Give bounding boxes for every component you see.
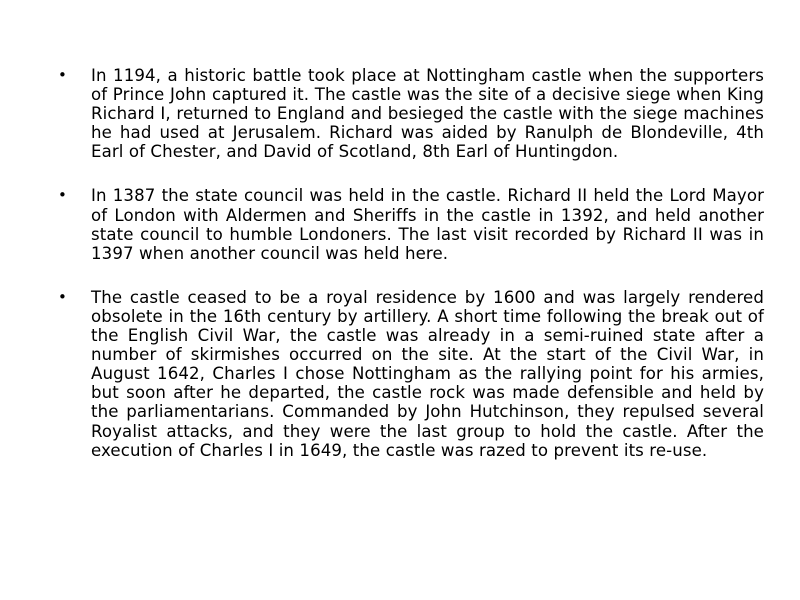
bullet-icon: • (58, 66, 67, 84)
bullet-text: The castle ceased to be a royal residence by 1600 and was largely rendered obsolete in the 16th century by artillery. A short time following the break out of the English Civil War, the castle was already in a semi-ruined state after a number of skirmishes occurred on the site. At the start of the Civil War, in August 1642, Charles I chose Nottingham as the rallying point for his armies, but soon after he departed, the castle rock was made defensible and held by the parliamentarians. Commanded by John Hutchinson, they repulsed several Royalist attacks, and they were the last group to hold the castle. After the execution of Charles I in 1649, the castle was razed to prevent its re-use. (91, 287, 764, 460)
bullet-icon: • (58, 287, 67, 306)
bullet-item-1387-council (58, 186, 764, 262)
bullet-icon: • (58, 186, 67, 205)
bullet-item-1194-battle (58, 66, 764, 161)
bullet-text: In 1194, a historic battle took place at Nottingham castle when the supporters of Prince John captured it. The castle was the site of a decisive siege when King Richard I, returned to England and besieged the castle with the siege machines he had used at Jerusalem. Richard was aided by Ranulph de Blondeville, 4th Earl of Chester, and David of Scotland, 8th Earl of Huntingdon. (91, 66, 764, 162)
bullet-list (58, 66, 764, 460)
bullet-text: In 1387 the state council was held in the castle. Richard II held the Lord Mayor of London with Aldermen and Sheriffs in the castle in 1392, and held another state council to humble Londoners. The last visit recorded by Richard II was in 1397 when another council was held here. (91, 186, 764, 263)
bullet-item-civil-war (58, 288, 764, 460)
